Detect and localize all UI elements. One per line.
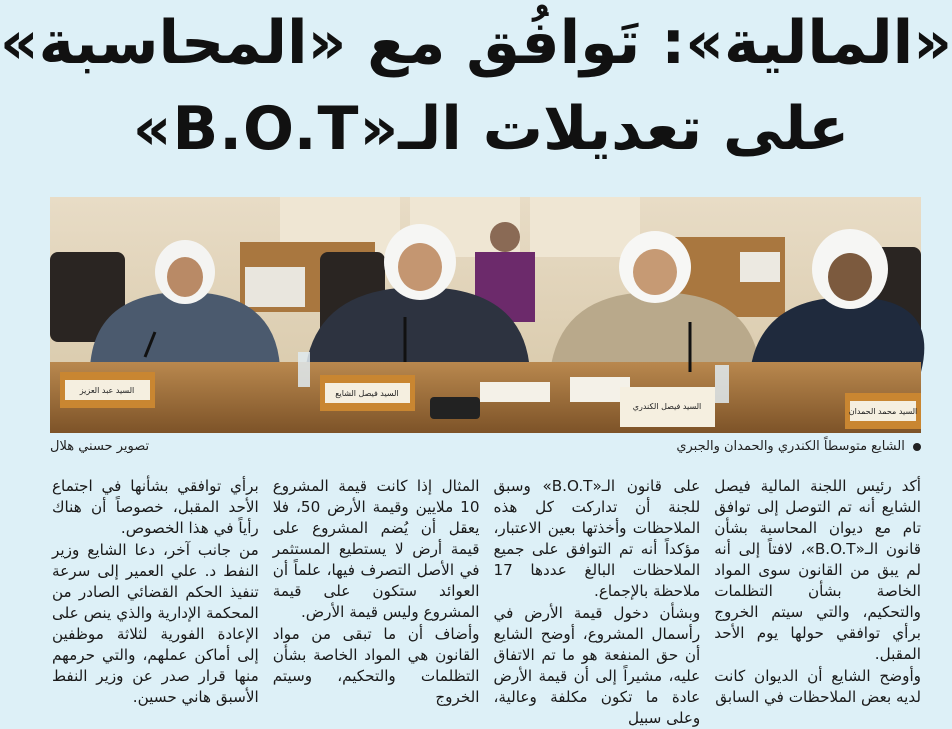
photo-caption [676, 439, 921, 454]
nameplate-label: السيد فيصل الكندري [632, 402, 702, 411]
article-column-3 [272, 476, 480, 706]
article-body [52, 476, 922, 727]
paragraph: وأضاف أن ما تبقى من مواد القانون هي المواد الخاصة بشأن التظلمات والتحكيم، وسيتم الخروج [272, 625, 480, 706]
article-column-4 [52, 476, 259, 706]
headline-line-2: على تعديلات الـ«B.O.T» [132, 94, 850, 164]
paragraph: المثال إذا كانت قيمة المشروع 10 ملايين وقيمة الأرض 50، فلا يعقل أن يُضم المشروع على قيمة أرض لا يستطيع المستثمر في الأصل التصرف فيها، علماً أن العوائد ستكون على قيمة المشروع وليس قيمة الأرض. [272, 477, 480, 621]
nameplate-label: السيد محمد الحمدان [848, 407, 918, 416]
photo-caption-text: الشايع متوسطاً الكندري والحمدان والجبري [676, 439, 905, 454]
paragraph: من جانب آخر، دعا الشايع وزير النفط د. علي العمير إلى سرعة تنفيذ الحكم القضائي الصادر من المحكمة الإدارية والذي ينص على الإعادة الفورية لثلاثة موظفين إلى أماكن عملهم، والتي حرمهم منها قرار صدر عن وزير النفط الأسبق هاني حسين. [52, 541, 259, 706]
article-column-2 [493, 476, 701, 727]
photo-captions [50, 437, 921, 459]
bullet-icon [913, 443, 921, 451]
meeting-photo-illustration [50, 197, 921, 433]
paragraph: وأوضح الشايع أن الديوان كانت لديه بعض الملاحظات في السابق [714, 667, 921, 706]
paragraph: أكد رئيس اللجنة المالية فيصل الشايع أنه تم التوصل إلى توافق تام مع ديوان المحاسبة بشأن قانون الـ«B.O.T»، لافتاً إلى أنه لم يبق من القانون سوى المواد الخاصة بشأن التظلمات والتحكيم، والتي سيتم الخروج برأي توافقي حولها يوم الأحد المقبل. [714, 477, 922, 663]
news-photo [50, 197, 921, 433]
nameplate-label: السيد عبد العزيز [79, 386, 135, 395]
paragraph: وبشأن دخول قيمة الأرض في رأسمال المشروع، أوضح الشايع أن حق المنفعة هو ما تم الاتفاق عليه، مشيراً إلى أن قيمة الأرض عادة ما تكون مكلفة وعالية، وعلى سبيل [493, 604, 701, 727]
paragraph: على قانون الـ«B.O.T» وسبق للجنة أن تداركت كل هذه الملاحظات وأخذتها بعين الاعتبار، مؤكداً أنه تم التوافق على جميع الملاحظات البالغ عددها 17 ملاحظة بالإجماع. [493, 477, 701, 600]
headline-line-1: «المالية»: تَوافُق مع «المحاسبة» [0, 8, 952, 78]
nameplate-label: السيد فيصل الشايع [335, 389, 399, 398]
paragraph: برأي توافقي بشأنها في اجتماع الأحد المقبل، خصوصاً أن هناك رأياً في هذا الخصوص. [52, 477, 259, 537]
headline [0, 0, 952, 192]
article-column-1 [714, 476, 922, 706]
photo-credit: تصوير حسني هلال [50, 439, 150, 454]
